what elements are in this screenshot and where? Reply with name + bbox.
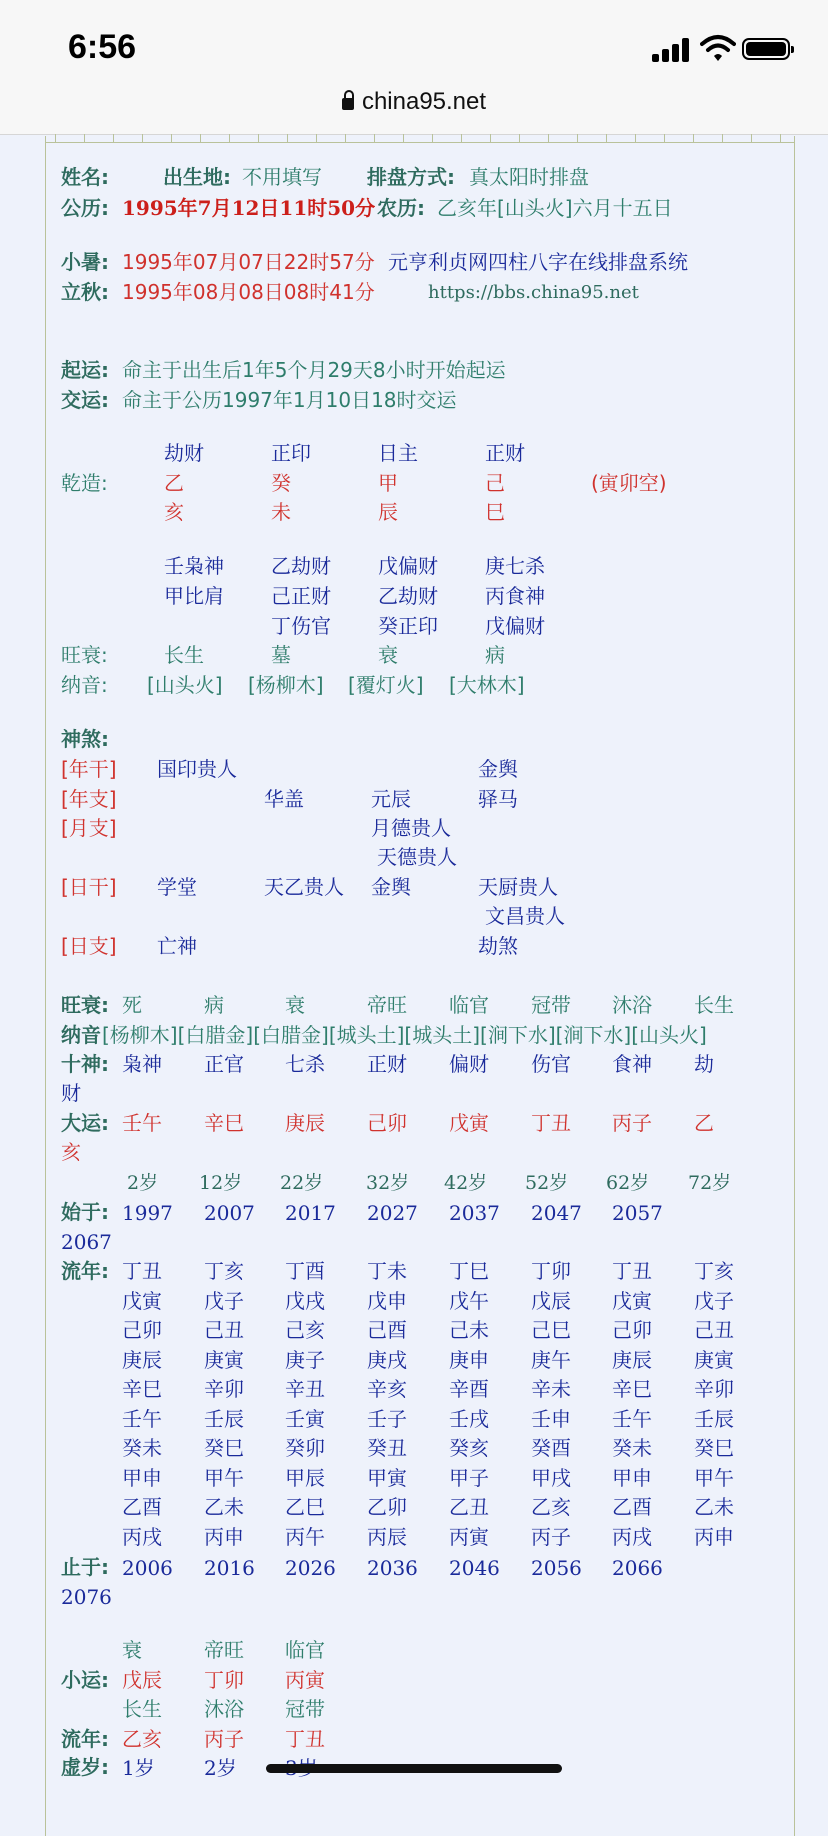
liunian-pillar: 戊寅: [612, 1288, 652, 1313]
liunian-pillar: 戊申: [367, 1288, 407, 1313]
liunian-pillar: 壬戌: [449, 1406, 489, 1431]
hidden-stem: 戊偏财: [378, 554, 438, 578]
liunian-pillar: 戊子: [694, 1288, 734, 1313]
shensha-item: 劫煞: [478, 934, 518, 958]
dayun-pillar: 戊寅: [449, 1111, 489, 1135]
xiaoshu-value: 1995年07月07日22时57分: [122, 250, 375, 274]
liunian-pillar: 戊寅: [122, 1288, 162, 1313]
xiaoyun-label: 小运:: [61, 1668, 109, 1692]
xiaoyun-liunian-label: 流年:: [61, 1727, 109, 1751]
liunian-pillar: 乙未: [204, 1495, 244, 1519]
xiaoyun-liunian: 丁丑: [285, 1727, 325, 1751]
liunian-pillar: 庚戌: [367, 1347, 407, 1372]
liunian-pillar: 辛巳: [122, 1377, 162, 1401]
dayun-end-label: 止于:: [61, 1555, 109, 1579]
dayun-age: 22岁: [280, 1172, 324, 1194]
battery-icon: [742, 38, 790, 60]
dayun-end-year: 2066: [612, 1556, 663, 1580]
liunian-pillar: 庚寅: [204, 1347, 244, 1372]
pillar-god: 劫财: [164, 441, 204, 465]
status-time: 6:56: [68, 28, 137, 66]
pillar-nayin: [大林木]: [449, 673, 525, 697]
liunian-pillar: 丁亥: [204, 1259, 244, 1283]
dayun-shishen: 伤官: [531, 1052, 571, 1076]
hidden-stem: 丙食神: [485, 584, 545, 608]
qiyun-label: 起运:: [61, 358, 109, 382]
name-label: 姓名:: [61, 165, 109, 189]
shensha-item: 天德贵人: [377, 845, 457, 869]
dayun-pillar: 壬午: [122, 1111, 162, 1135]
pillar-stem: 己: [485, 471, 505, 495]
jiaoyun-label: 交运:: [61, 388, 109, 412]
shensha-item: 天乙贵人: [264, 875, 344, 899]
shensha-item: 文昌贵人: [485, 904, 565, 928]
xusui-label: 虚岁:: [61, 1755, 109, 1779]
xiaoyun-pillar: 丙寅: [285, 1668, 325, 1692]
shensha-row-label: [日支]: [61, 934, 117, 958]
dayun-age: 62岁: [606, 1172, 650, 1194]
liunian-pillar: 丁巳: [449, 1259, 489, 1283]
pillar-nayin: [杨柳木]: [248, 673, 324, 697]
liunian-pillar: 丁酉: [285, 1259, 325, 1283]
liunian-pillar: 乙未: [694, 1495, 734, 1519]
xiaoyun-liunian: 丙子: [204, 1727, 244, 1751]
pillar-branch: 巳: [485, 500, 505, 524]
shensha-item: 亡神: [157, 934, 197, 958]
dayun-wangshuai: 沐浴: [612, 993, 652, 1017]
dayun-age: 12岁: [199, 1172, 243, 1194]
shensha-item: 华盖: [264, 787, 304, 811]
liunian-pillar: 庚子: [285, 1347, 325, 1372]
pillar-branch: 辰: [378, 500, 398, 524]
pillar-wangshuai: 长生: [164, 643, 204, 667]
liunian-pillar: 甲申: [612, 1465, 652, 1490]
liunian-pillar: 己巳: [531, 1318, 571, 1342]
pillar-stem: 乙: [164, 471, 184, 495]
shensha-item: 国印贵人: [157, 757, 237, 781]
liunian-pillar: 甲午: [204, 1465, 244, 1490]
liunian-pillar: 丁未: [367, 1259, 407, 1283]
liunian-pillar: 甲寅: [367, 1465, 407, 1490]
liunian-pillar: 丙戌: [612, 1524, 652, 1549]
hidden-stem: 癸正印: [378, 614, 438, 638]
liunian-pillar: 乙亥: [531, 1495, 571, 1519]
liunian-pillar: 辛卯: [204, 1377, 244, 1401]
liunian-pillar: 己未: [449, 1318, 489, 1342]
dayun-shishen: 劫: [694, 1052, 714, 1076]
dayun-start-year: 2017: [285, 1201, 336, 1225]
liunian-pillar: 己酉: [367, 1318, 407, 1342]
liunian-pillar: 己卯: [612, 1318, 652, 1342]
lunar-label: 农历:: [377, 196, 425, 220]
url-text: china95.net: [361, 88, 487, 115]
liunian-pillar: 壬辰: [204, 1406, 244, 1431]
hidden-stem: 乙劫财: [378, 584, 438, 608]
liunian-pillar: 癸卯: [285, 1436, 325, 1460]
shensha-item: 元辰: [371, 787, 411, 811]
status-bar: [0, 0, 828, 88]
liunian-pillar: 乙卯: [367, 1495, 407, 1519]
xiaoyun-pillar: 戊辰: [122, 1668, 162, 1692]
xiaoyun-wangshuai: 衰: [122, 1638, 142, 1662]
liunian-pillar: 戊子: [204, 1288, 244, 1313]
dayun-shishen: 正官: [204, 1052, 244, 1076]
dayun-shishen: 枭神: [122, 1052, 162, 1076]
dayun-start-year: 2047: [531, 1201, 582, 1225]
dayun-start-year: 2037: [449, 1201, 500, 1225]
dayun-start-wrap: 2067: [61, 1230, 112, 1254]
dayun-pillar-wrap: 亥: [61, 1140, 81, 1164]
dayun-label: 大运:: [61, 1111, 109, 1135]
pillar-god: 正财: [485, 441, 525, 465]
qianzao-label: 乾造:: [61, 471, 108, 495]
pillar-nayin: [山头火]: [147, 673, 223, 697]
dayun-end-year: 2056: [531, 1556, 582, 1580]
shensha-row-label: [月支]: [61, 816, 117, 840]
pillar-branch: 未: [271, 500, 291, 524]
xiaoyun-wangshuai-2: 冠带: [285, 1697, 325, 1721]
liunian-pillar: 乙丑: [449, 1495, 489, 1519]
dayun-end-wrap: 2076: [61, 1585, 112, 1609]
liunian-pillar: 甲午: [694, 1465, 734, 1490]
liqiu-value: 1995年08月08日08时41分: [122, 280, 375, 304]
liunian-pillar: 庚申: [449, 1347, 489, 1372]
dayun-age: 32岁: [366, 1172, 410, 1194]
liunian-pillar: 丁卯: [531, 1259, 571, 1283]
shensha-item: 天厨贵人: [478, 875, 558, 899]
shensha-row-label: [日干]: [61, 875, 117, 899]
dayun-age: 42岁: [444, 1172, 488, 1194]
pillar-wangshuai: 病: [485, 643, 505, 667]
xiaoyun-wangshuai-2: 长生: [122, 1697, 162, 1721]
panel-border-decoration: [45, 134, 795, 143]
liunian-pillar: 丁丑: [612, 1259, 652, 1283]
shensha-row-label: [年干]: [61, 757, 117, 781]
dayun-shishen-label: 十神:: [61, 1052, 109, 1076]
liunian-pillar: 丙申: [204, 1524, 244, 1549]
dayun-wangshuai: 长生: [694, 993, 734, 1017]
liunian-pillar: 戊辰: [531, 1288, 571, 1313]
dayun-end-year: 2046: [449, 1556, 500, 1580]
shensha-row-label: [年支]: [61, 787, 117, 811]
liunian-pillar: 己卯: [122, 1318, 162, 1342]
liunian-pillar: 癸亥: [449, 1436, 489, 1460]
dayun-wangshuai: 帝旺: [367, 993, 407, 1017]
dayun-wangshuai-label: 旺衰:: [61, 993, 109, 1017]
kong-value: (寅卯空): [591, 471, 667, 495]
solar-label: 公历:: [61, 196, 109, 220]
liunian-pillar: 庚午: [531, 1347, 571, 1372]
liunian-pillar: 癸巳: [204, 1436, 244, 1460]
xiaoyun-pillar: 丁卯: [204, 1668, 244, 1692]
wifi-icon: [700, 34, 736, 62]
dayun-wangshuai: 临官: [449, 993, 489, 1017]
liunian-pillar: 壬辰: [694, 1406, 734, 1431]
birthplace-value: 不用填写: [242, 165, 322, 189]
dayun-shishen: 食神: [612, 1052, 652, 1076]
dayun-nayin: [杨柳木][白腊金][白腊金][城头土][城头土][涧下水][涧下水][山头火]: [102, 1023, 707, 1047]
liunian-pillar: 癸未: [612, 1436, 652, 1460]
hidden-stem: 甲比肩: [164, 584, 224, 608]
dayun-age: 72岁: [688, 1172, 732, 1194]
nayin-label: 纳音:: [61, 673, 108, 697]
site-url[interactable]: https://bbs.china95.net: [428, 282, 639, 303]
method-label: 排盘方式:: [367, 165, 455, 189]
dayun-start-year: 2007: [204, 1201, 255, 1225]
liunian-pillar: 壬子: [367, 1406, 407, 1431]
dayun-wangshuai: 衰: [285, 993, 305, 1017]
dayun-shishen: 正财: [367, 1052, 407, 1076]
liunian-pillar: 丙午: [285, 1524, 325, 1549]
pillar-wangshuai: 墓: [271, 643, 291, 667]
liunian-pillar: 戊午: [449, 1288, 489, 1313]
dayun-end-year: 2006: [122, 1556, 173, 1580]
liunian-pillar: 己丑: [694, 1318, 734, 1342]
liunian-pillar: 丙辰: [367, 1524, 407, 1549]
liunian-pillar: 丙戌: [122, 1524, 162, 1549]
liunian-pillar: 癸丑: [367, 1436, 407, 1460]
dayun-pillar: 辛巳: [204, 1111, 244, 1135]
dayun-pillar: 丁丑: [531, 1111, 571, 1135]
liunian-pillar: 壬午: [612, 1406, 652, 1431]
system-name: 元亨利贞网四柱八字在线排盘系统: [388, 250, 688, 274]
dayun-end-year: 2036: [367, 1556, 418, 1580]
shensha-item: 月德贵人: [371, 816, 451, 840]
pillar-wangshuai: 衰: [378, 643, 398, 667]
pillar-nayin: [覆灯火]: [348, 673, 424, 697]
lock-icon: [342, 98, 354, 110]
xiaoyun-wangshuai: 临官: [285, 1638, 325, 1662]
dayun-nayin-label: 纳音: [61, 1023, 101, 1047]
xiaoyun-liunian: 乙亥: [122, 1727, 162, 1751]
dayun-start-year: 1997: [122, 1201, 173, 1225]
liunian-pillar: 戊戌: [285, 1288, 325, 1313]
liunian-pillar: 丙申: [694, 1524, 734, 1549]
hidden-stem: 庚七杀: [485, 554, 545, 578]
dayun-age: 52岁: [525, 1172, 569, 1194]
liunian-pillar: 庚辰: [122, 1347, 162, 1372]
lunar-value: 乙亥年[山头火]六月十五日: [437, 196, 673, 220]
xiaoyun-wangshuai: 帝旺: [204, 1638, 244, 1662]
liunian-pillar: 甲子: [449, 1465, 489, 1490]
liunian-pillar: 辛丑: [285, 1377, 325, 1401]
xiaoshu-label: 小暑:: [61, 250, 109, 274]
dayun-end-year: 2026: [285, 1556, 336, 1580]
liunian-pillar: 丁亥: [694, 1259, 734, 1283]
liunian-pillar: 乙酉: [122, 1495, 162, 1519]
liunian-pillar: 甲戌: [531, 1465, 571, 1490]
hidden-stem: 丁伤官: [271, 614, 331, 638]
shensha-item: 金舆: [478, 757, 518, 781]
liunian-pillar: 壬午: [122, 1406, 162, 1431]
dayun-wangshuai: 冠带: [531, 993, 571, 1017]
liunian-pillar: 丙寅: [449, 1524, 489, 1549]
dayun-end-year: 2016: [204, 1556, 255, 1580]
shensha-item: 学堂: [157, 875, 197, 899]
solar-value: 1995年7月12日11时50分: [122, 196, 376, 220]
liunian-pillar: 己丑: [204, 1318, 244, 1342]
liunian-pillar: 辛巳: [612, 1377, 652, 1401]
address-bar[interactable]: [0, 88, 828, 135]
method-value: 真太阳时排盘: [469, 165, 589, 189]
xusui-value: 1岁: [122, 1756, 155, 1780]
pillar-stem: 癸: [271, 471, 291, 495]
shensha-item: 驿马: [478, 787, 518, 811]
dayun-pillar: 己卯: [367, 1111, 407, 1135]
jiaoyun-value: 命主于公历1997年1月10日18时交运: [122, 388, 457, 412]
liunian-pillar: 癸未: [122, 1436, 162, 1460]
qiyun-value: 命主于出生后1年5个月29天8小时开始起运: [122, 358, 506, 382]
hidden-stem: 戊偏财: [485, 614, 545, 638]
dayun-start-year: 2057: [612, 1201, 663, 1225]
liunian-pillar: 己亥: [285, 1318, 325, 1342]
liunian-pillar: 辛亥: [367, 1377, 407, 1401]
liunian-pillar: 甲辰: [285, 1465, 325, 1490]
hidden-stem: 己正财: [271, 584, 331, 608]
dayun-wangshuai: 死: [122, 993, 142, 1017]
shensha-item: 金舆: [371, 875, 411, 899]
dayun-start-label: 始于:: [61, 1200, 109, 1224]
pillar-god: 正印: [271, 441, 311, 465]
dayun-shishen: 偏财: [449, 1052, 489, 1076]
dayun-age: 2岁: [127, 1172, 159, 1194]
liunian-label: 流年:: [61, 1259, 109, 1283]
pillar-stem: 甲: [378, 471, 398, 495]
hidden-stem: 壬枭神: [164, 554, 224, 578]
dayun-pillar: 丙子: [612, 1111, 652, 1135]
dayun-pillar: 乙: [694, 1111, 714, 1135]
birthplace-label: 出生地:: [163, 165, 231, 189]
liunian-pillar: 乙酉: [612, 1495, 652, 1519]
dayun-start-year: 2027: [367, 1201, 418, 1225]
home-indicator: [266, 1764, 562, 1773]
liunian-pillar: 庚辰: [612, 1347, 652, 1372]
liunian-pillar: 丁丑: [122, 1259, 162, 1283]
liunian-pillar: 庚寅: [694, 1347, 734, 1372]
hidden-stem: 乙劫财: [271, 554, 331, 578]
liunian-pillar: 辛酉: [449, 1377, 489, 1401]
liunian-pillar: 丙子: [531, 1524, 571, 1549]
liunian-pillar: 辛未: [531, 1377, 571, 1401]
xiaoyun-wangshuai-2: 沐浴: [204, 1697, 244, 1721]
xusui-value: 2岁: [204, 1756, 237, 1780]
pillar-branch: 亥: [164, 500, 184, 524]
shensha-title: 神煞:: [61, 727, 109, 751]
dayun-shishen: 七杀: [285, 1052, 325, 1076]
signal-icon: [652, 38, 692, 62]
liunian-pillar: 壬寅: [285, 1406, 325, 1431]
wangshuai-label: 旺衰:: [61, 643, 108, 667]
liunian-pillar: 癸巳: [694, 1436, 734, 1460]
liunian-pillar: 辛卯: [694, 1377, 734, 1401]
dayun-shishen-wrap: 财: [61, 1081, 81, 1105]
liunian-pillar: 壬申: [531, 1406, 571, 1431]
liunian-pillar: 甲申: [122, 1465, 162, 1490]
dayun-pillar: 庚辰: [285, 1111, 325, 1135]
liunian-pillar: 癸酉: [531, 1436, 571, 1460]
pillar-god: 日主: [378, 441, 418, 465]
liunian-pillar: 乙巳: [285, 1495, 325, 1519]
liqiu-label: 立秋:: [61, 280, 109, 304]
dayun-wangshuai: 病: [204, 993, 224, 1017]
